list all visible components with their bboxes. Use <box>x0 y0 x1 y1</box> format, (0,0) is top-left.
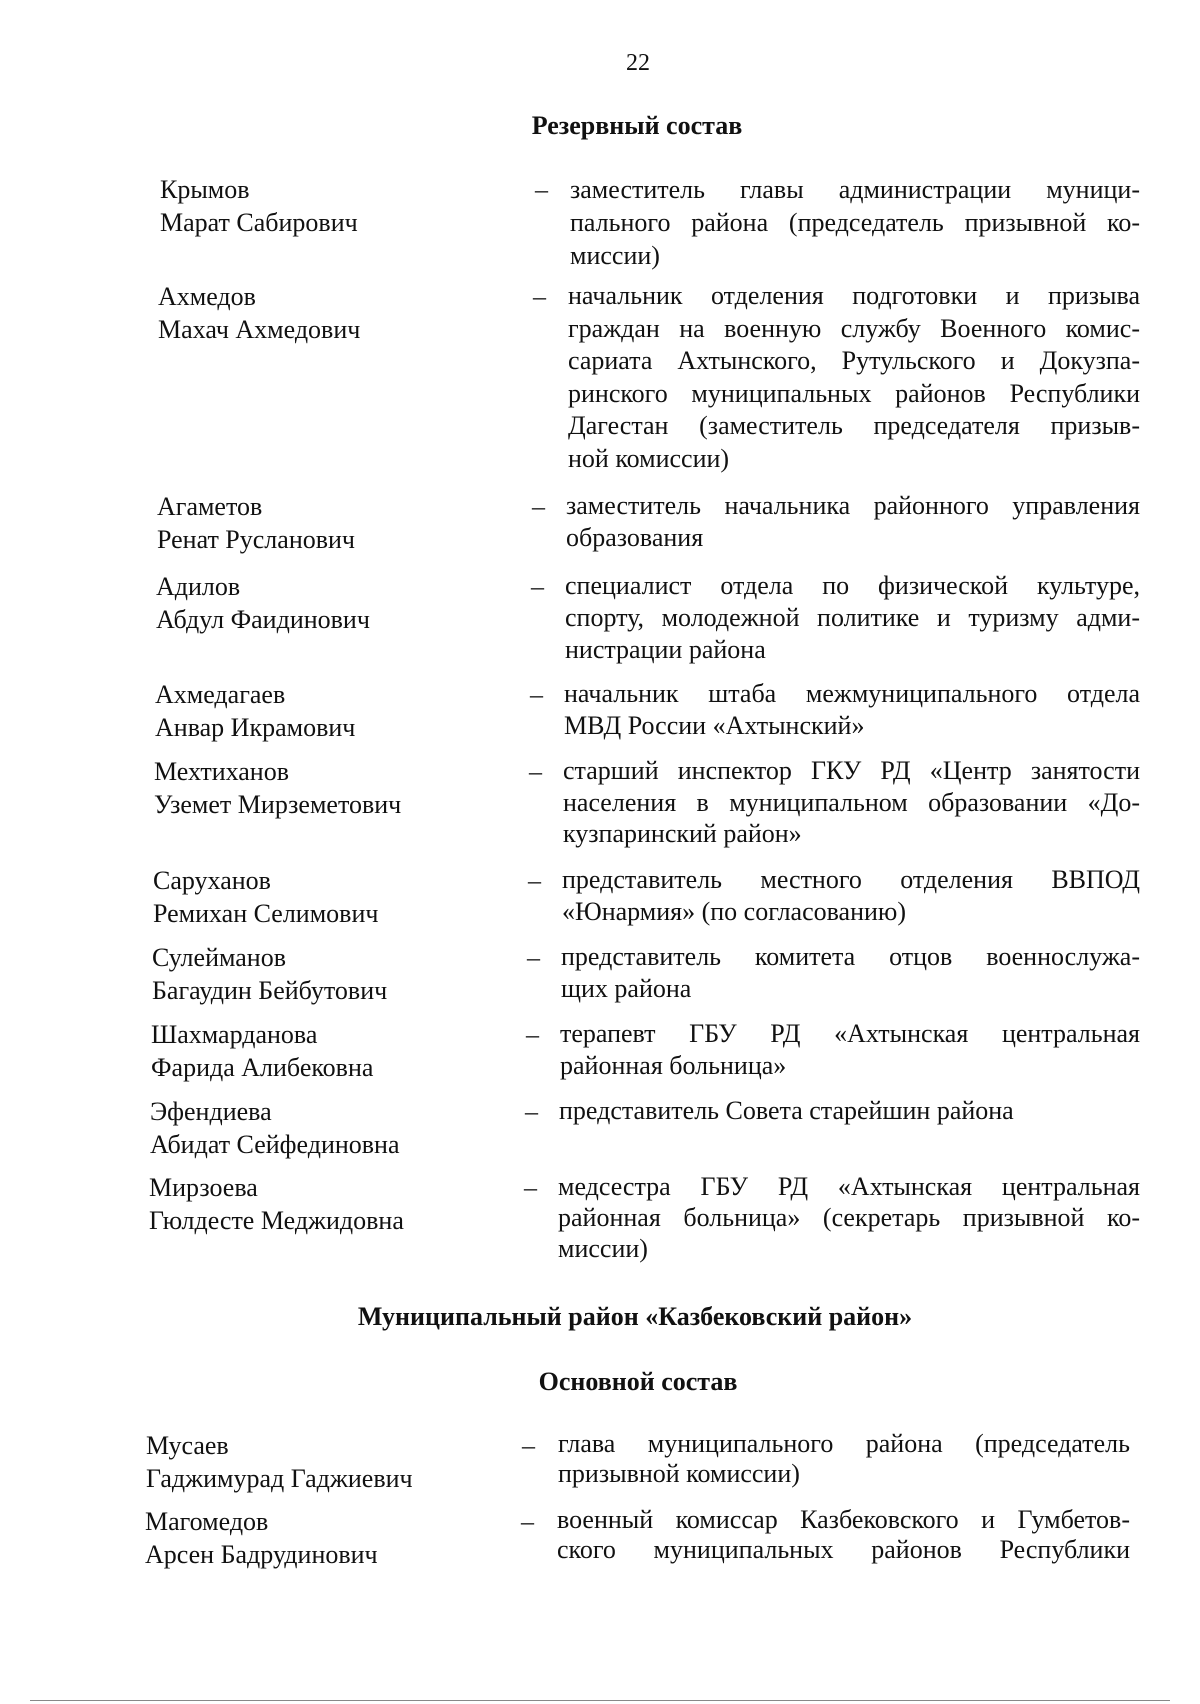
member-surname: Магомедов <box>145 1507 269 1536</box>
entry-dash: – <box>532 492 545 521</box>
position-line: медсестра ГБУ РД «Ахтынская центральная <box>558 1172 1140 1201</box>
position-line: глава муниципального района (председатель <box>558 1429 1130 1458</box>
position-line: граждан на военную службу Военного комис- <box>568 313 1140 343</box>
member-given-names: Махач Ахмедович <box>158 315 361 344</box>
member-position <box>570 173 1140 272</box>
position-line: призывной комиссии) <box>558 1459 800 1488</box>
member-position <box>560 1018 1140 1081</box>
member-position <box>565 570 1140 666</box>
member-position <box>562 864 1140 927</box>
entry-dash: – <box>529 757 542 786</box>
member-surname: Мехтиханов <box>154 757 289 786</box>
member-given-names: Абидат Сейфединовна <box>150 1130 400 1159</box>
position-line: МВД России «Ахтынский» <box>564 711 865 740</box>
member-name <box>145 1505 525 1571</box>
entry-dash: – <box>535 175 548 204</box>
member-name <box>146 1429 526 1495</box>
position-line: терапевт ГБУ РД «Ахтынская центральная <box>560 1019 1140 1048</box>
position-line: миссии) <box>570 241 660 270</box>
position-line: «Юнармия» (по согласованию) <box>562 896 907 926</box>
member-given-names: Багаудин Бейбутович <box>152 976 388 1005</box>
member-name <box>154 755 534 821</box>
member-surname: Саруханов <box>153 866 271 895</box>
position-line: военный комиссар Казбековского и Гумбетов- <box>557 1505 1130 1534</box>
member-position <box>564 678 1140 742</box>
member-given-names: Абдул Фаидинович <box>156 605 370 634</box>
member-given-names: Гюлдесте Меджидовна <box>149 1206 404 1235</box>
bottom-divider <box>30 1700 1170 1701</box>
member-position <box>558 1171 1140 1264</box>
position-line: представитель комитета отцов военнослужа- <box>561 942 1140 971</box>
entry-dash: – <box>531 572 544 601</box>
position-line: заместитель начальника районного управления <box>566 491 1140 520</box>
member-position <box>561 941 1140 1004</box>
member-position <box>558 1429 1130 1489</box>
member-surname: Шахмарданова <box>151 1020 318 1049</box>
entry-dash: – <box>527 943 540 972</box>
member-name <box>160 173 540 239</box>
member-surname: Эфендиева <box>150 1097 272 1126</box>
position-line: Дагестан (заместитель председателя призыв- <box>568 411 1140 440</box>
position-line: ского муниципальных районов Республики <box>557 1535 1130 1564</box>
member-given-names: Анвар Икрамович <box>155 713 356 742</box>
position-line: районная больница» (секретарь призывной ко- <box>558 1203 1140 1232</box>
member-name <box>149 1171 529 1237</box>
member-surname: Мирзоева <box>149 1173 258 1202</box>
member-name <box>151 1018 531 1084</box>
reserve-heading: Резервный состав <box>531 111 743 140</box>
member-given-names: Ремихан Селимович <box>153 899 379 928</box>
member-given-names: Марат Сабирович <box>160 208 358 237</box>
position-line: начальник штаба межмуниципального отдела <box>564 679 1140 708</box>
member-position <box>568 280 1140 475</box>
member-name <box>157 490 537 556</box>
page-number: 22 <box>626 50 650 76</box>
member-given-names: Ренат Русланович <box>157 525 355 554</box>
entry-dash: – <box>524 1173 537 1202</box>
member-surname: Адилов <box>156 572 241 601</box>
position-line: ринского муниципальных районов Республики <box>568 378 1140 408</box>
member-surname: Агаметов <box>157 492 263 521</box>
member-position <box>557 1505 1130 1565</box>
member-name <box>152 941 532 1007</box>
entry-dash: – <box>530 680 543 709</box>
member-name <box>156 570 536 636</box>
position-line: щих района <box>561 973 692 1003</box>
position-line: начальник отделения подготовки и призыва <box>568 281 1140 310</box>
member-name <box>153 864 533 930</box>
position-line: представитель местного отделения ВВПОД <box>562 865 1140 894</box>
position-line: образования <box>566 523 704 552</box>
member-given-names: Фарида Алибековна <box>151 1053 374 1082</box>
position-line: представитель Совета старейшин района <box>559 1096 1014 1125</box>
position-line: пального района (председатель призывной ко- <box>570 208 1140 237</box>
position-line: старший инспектор ГКУ РД «Центр занятости <box>563 756 1140 785</box>
entry-dash: – <box>521 1507 534 1536</box>
position-line: заместитель главы администрации муници- <box>570 175 1140 204</box>
position-line: нистрации района <box>565 635 766 664</box>
member-given-names: Арсен Бадрудинович <box>145 1540 378 1569</box>
member-given-names: Гаджимурад Гаджиевич <box>146 1464 413 1493</box>
position-line: сариата Ахтынского, Рутульского и Докузпа- <box>568 346 1140 375</box>
member-name <box>155 678 535 744</box>
member-surname: Крымов <box>160 175 250 204</box>
position-line: миссии) <box>558 1234 648 1263</box>
member-position <box>566 490 1140 554</box>
entry-dash: – <box>522 1431 535 1460</box>
member-surname: Сулейманов <box>152 943 286 972</box>
entry-dash: – <box>533 282 546 311</box>
position-line: районная больница» <box>560 1050 787 1080</box>
member-name <box>158 280 538 346</box>
position-line: кузпаринский район» <box>563 819 802 848</box>
position-line: населения в муниципальном образовании «До- <box>563 787 1140 817</box>
member-given-names: Уземет Мирземетович <box>154 790 402 819</box>
position-line: спорту, молодежной политике и туризму адми- <box>565 603 1140 632</box>
member-position <box>559 1095 1140 1126</box>
member-surname: Ахмедов <box>158 282 256 311</box>
entry-dash: – <box>526 1020 539 1049</box>
member-name <box>150 1095 530 1161</box>
main-composition-heading: Основной состав <box>538 1367 738 1396</box>
entry-dash: – <box>528 866 541 895</box>
member-position <box>563 755 1140 850</box>
position-line: специалист отдела по физической культуре, <box>565 571 1140 600</box>
entry-dash: – <box>525 1097 538 1126</box>
member-surname: Ахмедагаев <box>155 680 286 709</box>
member-surname: Мусаев <box>146 1431 229 1460</box>
district-heading: Муниципальный район «Казбековский район» <box>357 1302 913 1331</box>
position-line: ной комиссии) <box>568 443 730 473</box>
